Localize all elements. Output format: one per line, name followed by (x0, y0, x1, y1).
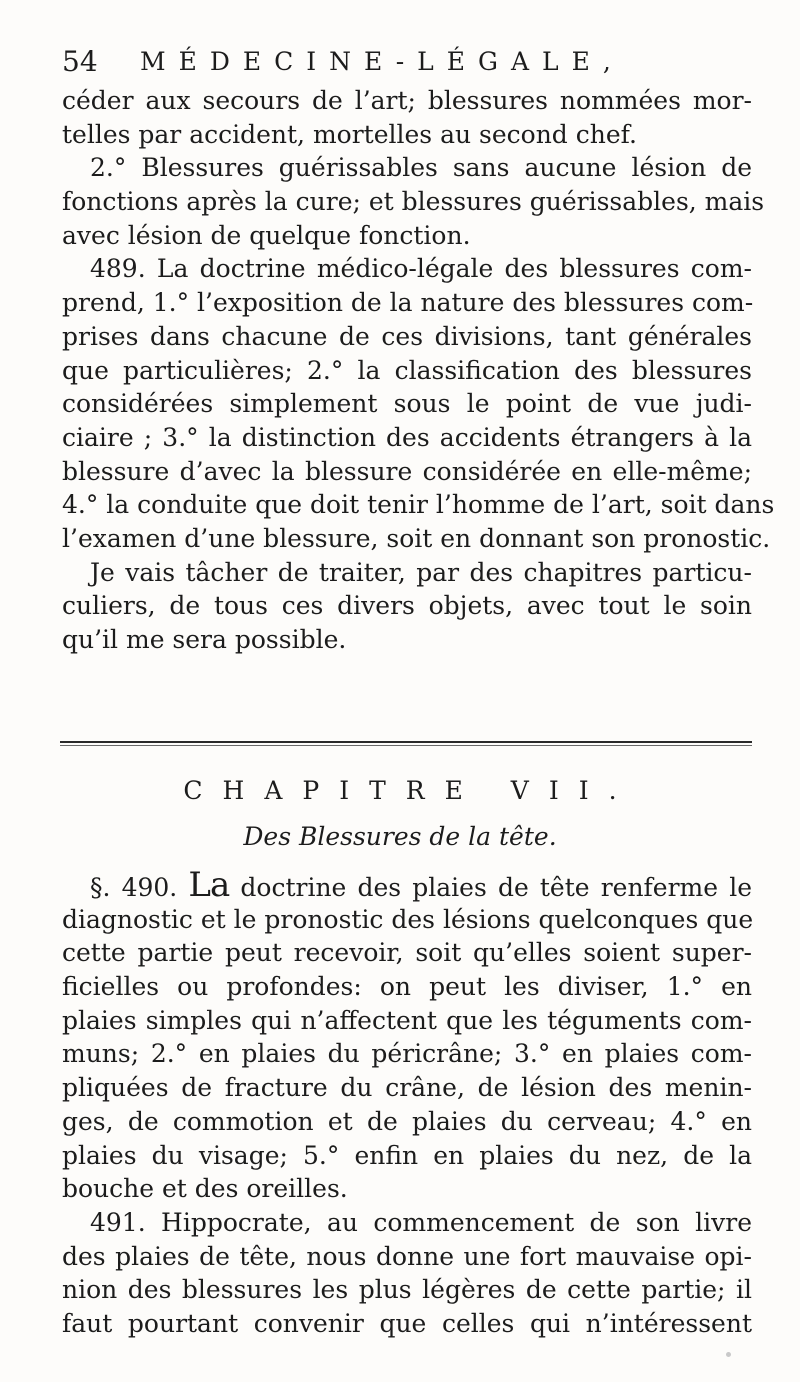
text-line: 2.° Blessures guérissables sans aucune lésion de (90, 153, 752, 183)
text-line: ficielles ou profondes: on peut les diviser, 1.° en (62, 972, 752, 1002)
page-number: 54 (62, 45, 98, 78)
text-line: 489. La doctrine médico-légale des blessures com- (90, 254, 752, 284)
drop-cap: La (188, 865, 230, 905)
text-line: bouche et des oreilles. (62, 1174, 348, 1204)
text-line: considérées simplement sous le point de vue judi- (62, 389, 752, 419)
text-line: plaies du visage; 5.° enfin en plaies du nez, de la (62, 1140, 752, 1170)
ink-speck (726, 1352, 731, 1357)
text-line: céder aux secours de l’art; blessures nommées mor- (62, 86, 752, 115)
text-line: ciaire ; 3.° la distinction des accidents étrangers à la (62, 422, 752, 452)
text-line: Je vais tâcher de traiter, par des chapitres particu- (90, 557, 752, 587)
text-line: avec lésion de quelque fonction. (62, 220, 471, 250)
text-line: 4.° la conduite que doit tenir l’homme de l’art, soit dans (62, 490, 775, 520)
text-line: prend, 1.° l’exposition de la nature des blessures com- (62, 288, 754, 318)
text-line: qu’il me sera possible. (62, 625, 347, 654)
text-line: des plaies de tête, nous donne une fort mauvaise opi- (62, 1241, 752, 1271)
section-divider (60, 741, 752, 743)
text-line: prises dans chacune de ces divisions, tant générales (62, 321, 752, 351)
text-line: ges, de commotion et de plaies du cerveau; 4.° en (62, 1106, 752, 1136)
page-header (62, 42, 752, 82)
text-line-first (62, 865, 752, 905)
text-line: plaies simples qui n’affectent que les téguments com- (62, 1005, 752, 1035)
text-line: fonctions après la cure; et blessures guérissables, mais (62, 187, 765, 217)
text-line: faut pourtant convenir que celles qui n’intéressent (62, 1308, 752, 1338)
paragraph-number: §. 490. (90, 873, 189, 902)
text-line: cette partie peut recevoir, soit qu’elles soient super- (62, 938, 752, 968)
body-text-section-2 (62, 865, 754, 1341)
text-line: pliquées de fracture du crâne, de lésion des menin- (62, 1073, 752, 1103)
text-line: blessure d’avec la blessure considérée en elle-même; (62, 456, 752, 486)
text-line: que particulières; 2.° la classification des blessures (62, 355, 752, 385)
text-line: muns; 2.° en plaies du péricrâne; 3.° en plaies com- (62, 1039, 752, 1069)
text-line: culiers, de tous ces divers objets, avec tout le soin (62, 591, 752, 621)
first-line-text: doctrine des plaies de tête renferme le (229, 873, 752, 902)
chapter-subtitle: Des Blessures de la tête. (243, 822, 557, 851)
text-line: nion des blessures les plus légères de cette partie; il (62, 1275, 752, 1305)
text-line: l’examen d’une blessure, soit en donnant son pronostic. (62, 523, 771, 553)
chapter-title: CHAPITRE VII. (183, 776, 637, 805)
running-head: MÉDECINE-LÉGALE, (140, 47, 624, 76)
body-text-section-1 (62, 84, 775, 657)
text-line: 491. Hippocrate, au commencement de son livre (90, 1207, 752, 1237)
text-line: telles par accident, mortelles au second chef. (62, 119, 637, 149)
text-line: diagnostic et le pronostic des lésions quelconques que (62, 904, 754, 934)
section-divider-thin (60, 745, 752, 746)
